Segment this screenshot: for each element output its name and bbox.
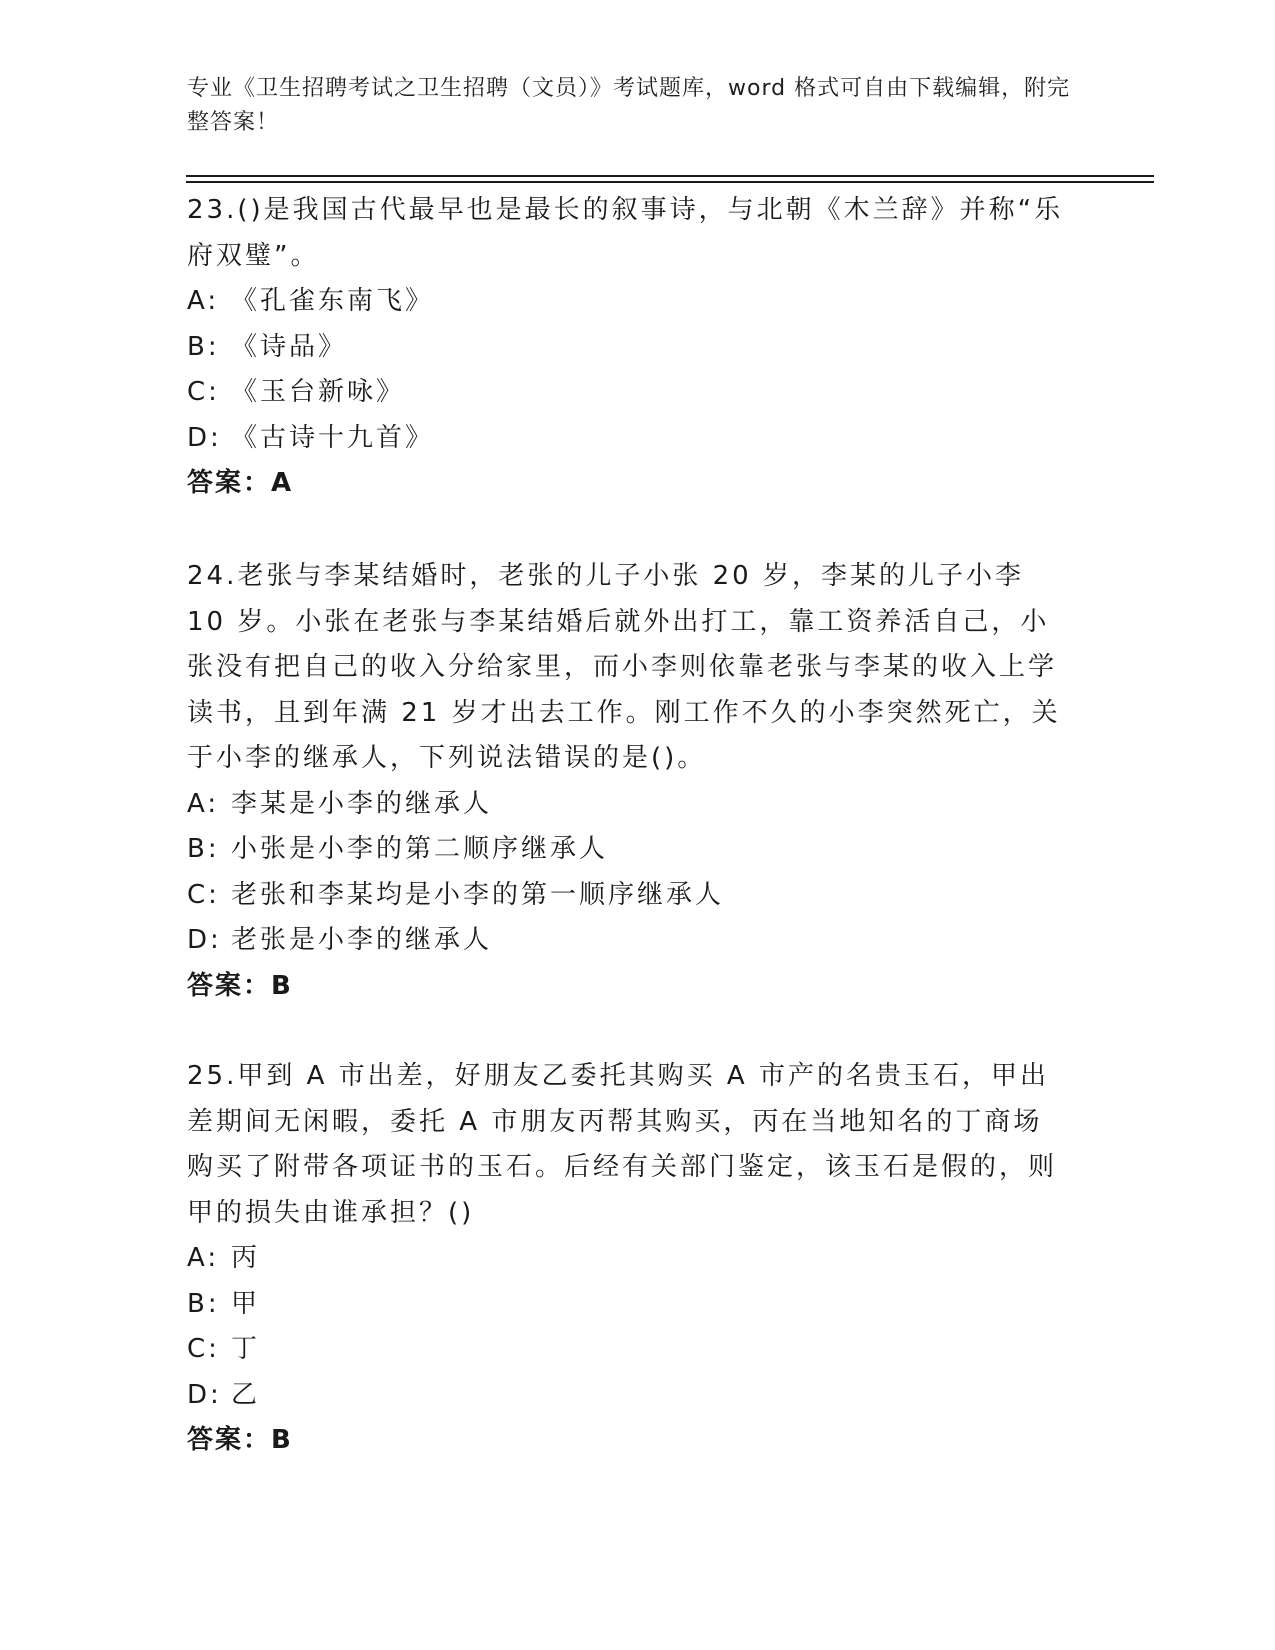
option-key: B: <box>187 834 220 864</box>
option-key: D: <box>187 925 222 955</box>
option-value: 甲 <box>231 1288 261 1319</box>
option-key: C: <box>187 879 220 910</box>
option-d <box>187 918 1067 964</box>
header-divider-top <box>186 175 1154 177</box>
option-b <box>187 1282 1067 1328</box>
option-value: 《玉台新咏》 <box>231 377 406 407</box>
answer-label: 答案：B <box>187 970 293 1001</box>
option-value: 丁 <box>231 1334 261 1364</box>
option-value: 《孔雀东南飞》 <box>231 286 435 316</box>
option-b <box>187 325 1067 371</box>
option-key: D: <box>187 1379 222 1410</box>
question-24 <box>187 554 1067 1009</box>
option-key: A: <box>187 788 220 819</box>
option-value: 《诗品》 <box>231 331 348 362</box>
option-d <box>187 1373 1067 1419</box>
option-b <box>187 827 1067 873</box>
option-value: 乙 <box>231 1379 261 1410</box>
question-text: 23.()是我国古代最早也是最长的叙事诗，与北朝《木兰辞》并称“乐府双璧”。 <box>187 195 1064 271</box>
option-key: C: <box>187 1334 220 1364</box>
option-value: 丙 <box>231 1243 261 1273</box>
option-c <box>187 1327 1067 1373</box>
option-c <box>187 873 1067 919</box>
option-key: A: <box>187 286 220 316</box>
option-value: 小张是小李的第二顺序继承人 <box>231 834 609 864</box>
header-divider-bottom <box>186 181 1154 183</box>
option-key: B: <box>187 331 220 362</box>
option-value: 老张和李某均是小李的第一顺序继承人 <box>231 879 725 910</box>
option-value: 《古诗十九首》 <box>231 422 435 453</box>
question-text: 24.老张与李某结婚时，老张的儿子小张 20 岁，李某的儿子小李 10 岁。小张在老张与李某结婚后就外出打工，靠工资养活自己，小张没有把自己的收入分给家里，而小李则依靠老张与李某的收入上学读书，且到年满 21 岁才出去工作。刚工作不久的小李突然死亡，关于小李的继承人，下列说法错误的是()。 <box>187 561 1061 773</box>
question-text: 25.甲到 A 市出差，好朋友乙委托其购买 A 市产的名贵玉石，甲出差期间无闲暇，委托 A 市朋友丙帮其购买，丙在当地知名的丁商场购买了附带各项证书的玉石。后经有关部门鉴定，该玉石是假的，则甲的损失由谁承担？() <box>187 1061 1058 1228</box>
option-a <box>187 1236 1067 1282</box>
option-d <box>187 416 1067 462</box>
option-key: C: <box>187 377 220 407</box>
option-value: 李某是小李的继承人 <box>231 788 493 819</box>
option-key: A: <box>187 1243 220 1273</box>
option-c <box>187 370 1067 416</box>
document-header: 专业《卫生招聘考试之卫生招聘（文员）》考试题库，word 格式可自由下载编辑，附完整答案！ <box>187 76 1071 135</box>
answer-label: 答案：A <box>187 468 294 498</box>
question-23 <box>187 188 1067 507</box>
question-25 <box>187 1054 1067 1464</box>
option-a <box>187 279 1067 325</box>
answer-label: 答案：B <box>187 1425 293 1455</box>
option-value: 老张是小李的继承人 <box>231 925 493 955</box>
option-a <box>187 782 1067 828</box>
option-key: D: <box>187 422 222 453</box>
option-key: B: <box>187 1288 220 1319</box>
